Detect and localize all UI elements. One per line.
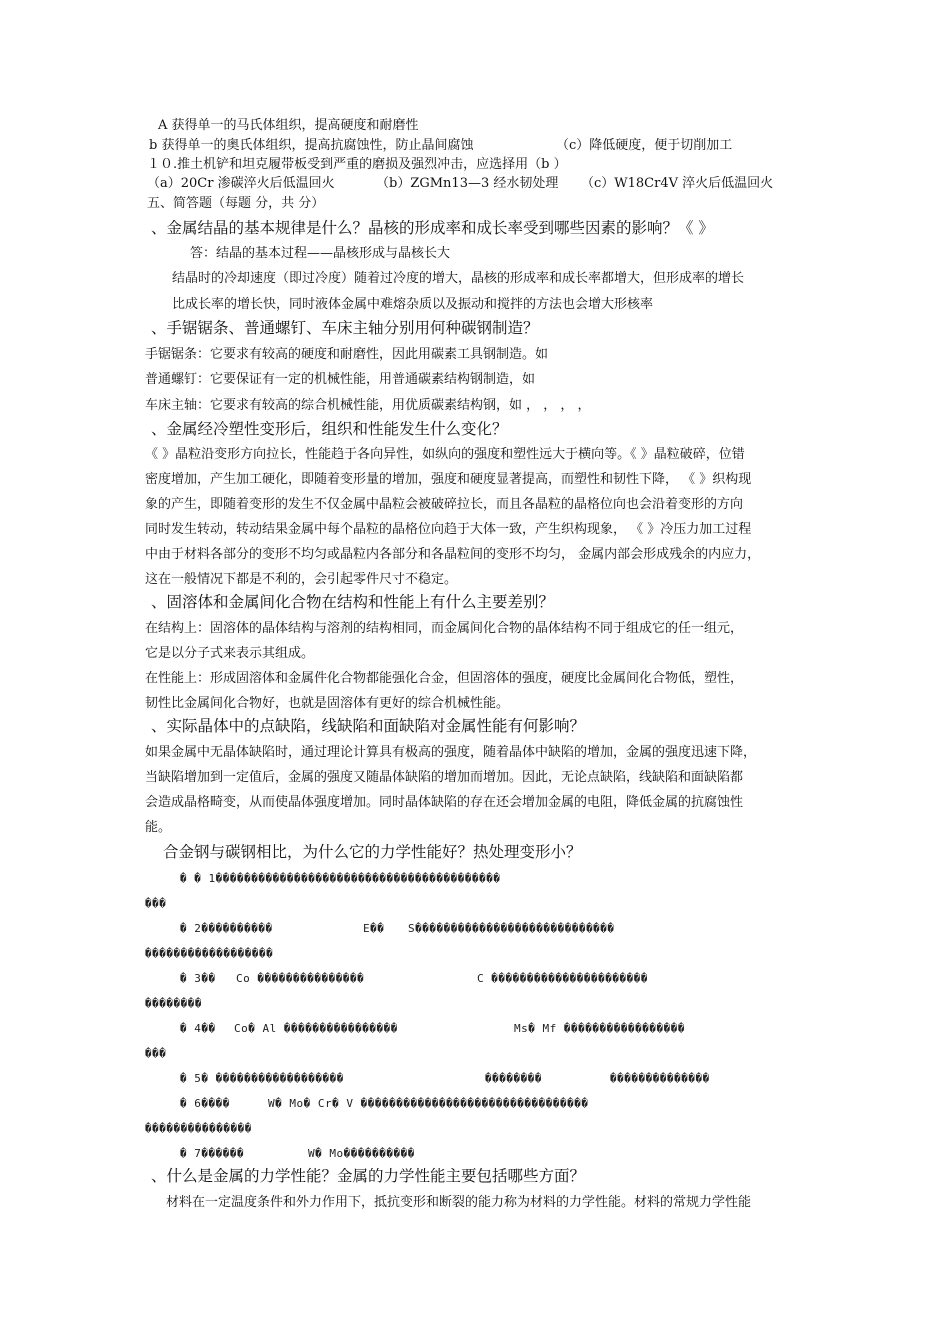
answer-screw: 普通螺钉：它要保证有一定的机械性能，用普通碳素结构钢制造，如 <box>145 372 536 387</box>
answer-crystallization-3: 比成长率的增长快，同时液体金属中难熔杂质以及振动和搅拌的方法也会增大形核率 <box>172 297 654 312</box>
garbled-line-12: � 7������ W� Mo���������� <box>180 1147 415 1160</box>
answer-deformation-1: 《 》晶粒沿变形方向拉长，性能趋于各向异性，如纵向的强度和塑性远大于横向等。《 》晶粒破碎，位错 <box>145 447 745 462</box>
question-mechanical-properties: 、什么是金属的力学性能？金属的力学性能主要包括哪些方面？ <box>151 1167 586 1185</box>
garbled-line-10: � 6���� W� Mo� Cr� V �������������������������������� <box>180 1097 589 1110</box>
answer-defects-1: 如果金属中无晶体缺陷时，通过理论计算具有极高的强度，随着晶体中缺陷的增加，金属的强度迅速下降， <box>145 745 757 760</box>
question-solid-solution: 、固溶体和金属间化合物在结构和性能上有什么主要差别？ <box>151 593 555 611</box>
garbled-line-1: � � 1���������������������������������������� <box>180 872 501 885</box>
answer-defects-2: 当缺陷增加到一定值后，金属的强度又随晶体缺陷的增加而增加。因此，无论点缺陷，线缺陷和面缺陷都 <box>145 770 744 785</box>
answer-defects-4: 能。 <box>145 820 172 835</box>
question-cold-deformation: 、金属经冷塑性变形后，组织和性能发生什么变化？ <box>151 420 508 438</box>
q10-option-c: （c）W18Cr4V 淬火后低温回火 <box>581 176 774 191</box>
garbled-line-4: ������������������ <box>145 947 274 960</box>
answer-deformation-3: 象的产生，即随着变形的发生不仅金属中晶粒会被破碎拉长，而且各晶粒的晶格位向也会沿着变形的方向 <box>145 497 744 512</box>
answer-crystallization-2: 结晶时的冷却速度（即过冷度）随着过冷度的增大，晶核的形成率和成长率都增大，但形成率的增长 <box>172 271 745 286</box>
question-alloy-steel: 合金钢与碳钢相比，为什么它的力学性能好？热处理变形小？ <box>163 843 582 861</box>
garbled-line-6: �������� <box>145 997 202 1010</box>
option-a-line: A 获得单一的马氏体组织，提高硬度和耐磨性 <box>158 118 419 133</box>
answer-structure-2: 它是以分子式来表示其组成。 <box>145 646 315 661</box>
garbled-line-2: ��� <box>145 897 167 910</box>
answer-structure-1: 在结构上：固溶体的晶体结构与溶剂的结构相同，而金属间化合物的晶体结构不同于组成它的任一组元， <box>145 621 744 636</box>
answer-spindle: 车床主轴：它要求有较高的综合机械性能，用优质碳素结构钢，如 ， ， ， ， <box>145 398 591 413</box>
question-10-line: １０.推土机铲和坦克履带板受到严重的磨损及强烈冲击，应选择用（b ） <box>147 157 567 172</box>
option-b-c-line <box>149 138 949 154</box>
option-c-text: （c）降低硬度，便于切削加工 <box>556 138 733 153</box>
answer-deformation-4: 同时发生转动，转动结果金属中每个晶粒的晶格位向趋于大体一致，产生织构现象， 《 》冷压力加工过程 <box>145 522 752 537</box>
answer-defects-3: 会造成晶格畸变，从而使晶体强度增加。同时晶体缺陷的存在还会增加金属的电阻，降低金属的抗腐蚀性 <box>145 795 744 810</box>
question-crystal-defects: 、实际晶体中的点缺陷，线缺陷和面缺陷对金属性能有何影响？ <box>151 717 586 735</box>
q10-option-b: （b）ZGMn13—3 经水韧处理 <box>376 176 559 191</box>
garbled-line-7: � 4�� Co� Al ���������������� Ms� Mf ����������������� <box>180 1022 685 1035</box>
question-10-options <box>147 176 947 192</box>
answer-deformation-5: 中由于材料各部分的变形不均匀或晶粒内各部分和各晶粒间的变形不均匀， 金属内部会形成残余的内应力， <box>145 547 761 562</box>
garbled-line-8: ��� <box>145 1047 167 1060</box>
q10-option-a: （a）20Cr 渗碳淬火后低温回火 <box>147 176 335 191</box>
answer-performance-1: 在性能上：形成固溶体和金属件化合物都能强化合金，但固溶体的强度，硬度比金属间化合物低，塑性， <box>145 671 744 686</box>
option-b-text: b 获得单一的奥氏体组织，提高抗腐蚀性，防止晶间腐蚀 <box>149 138 474 153</box>
garbled-line-11: ��������������� <box>145 1122 252 1135</box>
garbled-line-3: � 2���������� E�� S���������������������������� <box>180 922 615 935</box>
answer-mechanical-properties: 材料在一定温度条件和外力作用下，抵抗变形和断裂的能力称为材料的力学性能。材料的常规力学性能 <box>166 1195 752 1210</box>
garbled-line-9: � 5� ������������������ �������� �������������� <box>180 1072 710 1085</box>
answer-performance-2: 韧性比金属间化合物好，也就是固溶体有更好的综合机械性能。 <box>145 696 510 711</box>
section-heading: 五、简答题（每题 分，共 分） <box>147 196 325 211</box>
answer-saw-blade: 手锯锯条：它要求有较高的硬度和耐磨性，因此用碳素工具钢制造。如 <box>145 347 549 362</box>
garbled-line-5: � 3�� Co ��������������� C ���������������������� <box>180 972 648 985</box>
question-crystallization: 、金属结晶的基本规律是什么？晶核的形成率和成长率受到哪些因素的影响？《 》 <box>151 219 714 237</box>
answer-deformation-2: 密度增加，产生加工硬化，即随着变形量的增加，强度和硬度显著提高，而塑性和韧性下降， 《 》织构现 <box>145 472 752 487</box>
answer-deformation-6: 这在一般情况下都是不利的，会引起零件尺寸不稳定。 <box>145 572 458 587</box>
answer-crystallization-1: 答：结晶的基本过程——晶核形成与晶核长大 <box>190 246 451 261</box>
question-carbon-steel: 、手锯锯条、普通螺钉、车床主轴分别用何种碳钢制造？ <box>151 319 539 337</box>
